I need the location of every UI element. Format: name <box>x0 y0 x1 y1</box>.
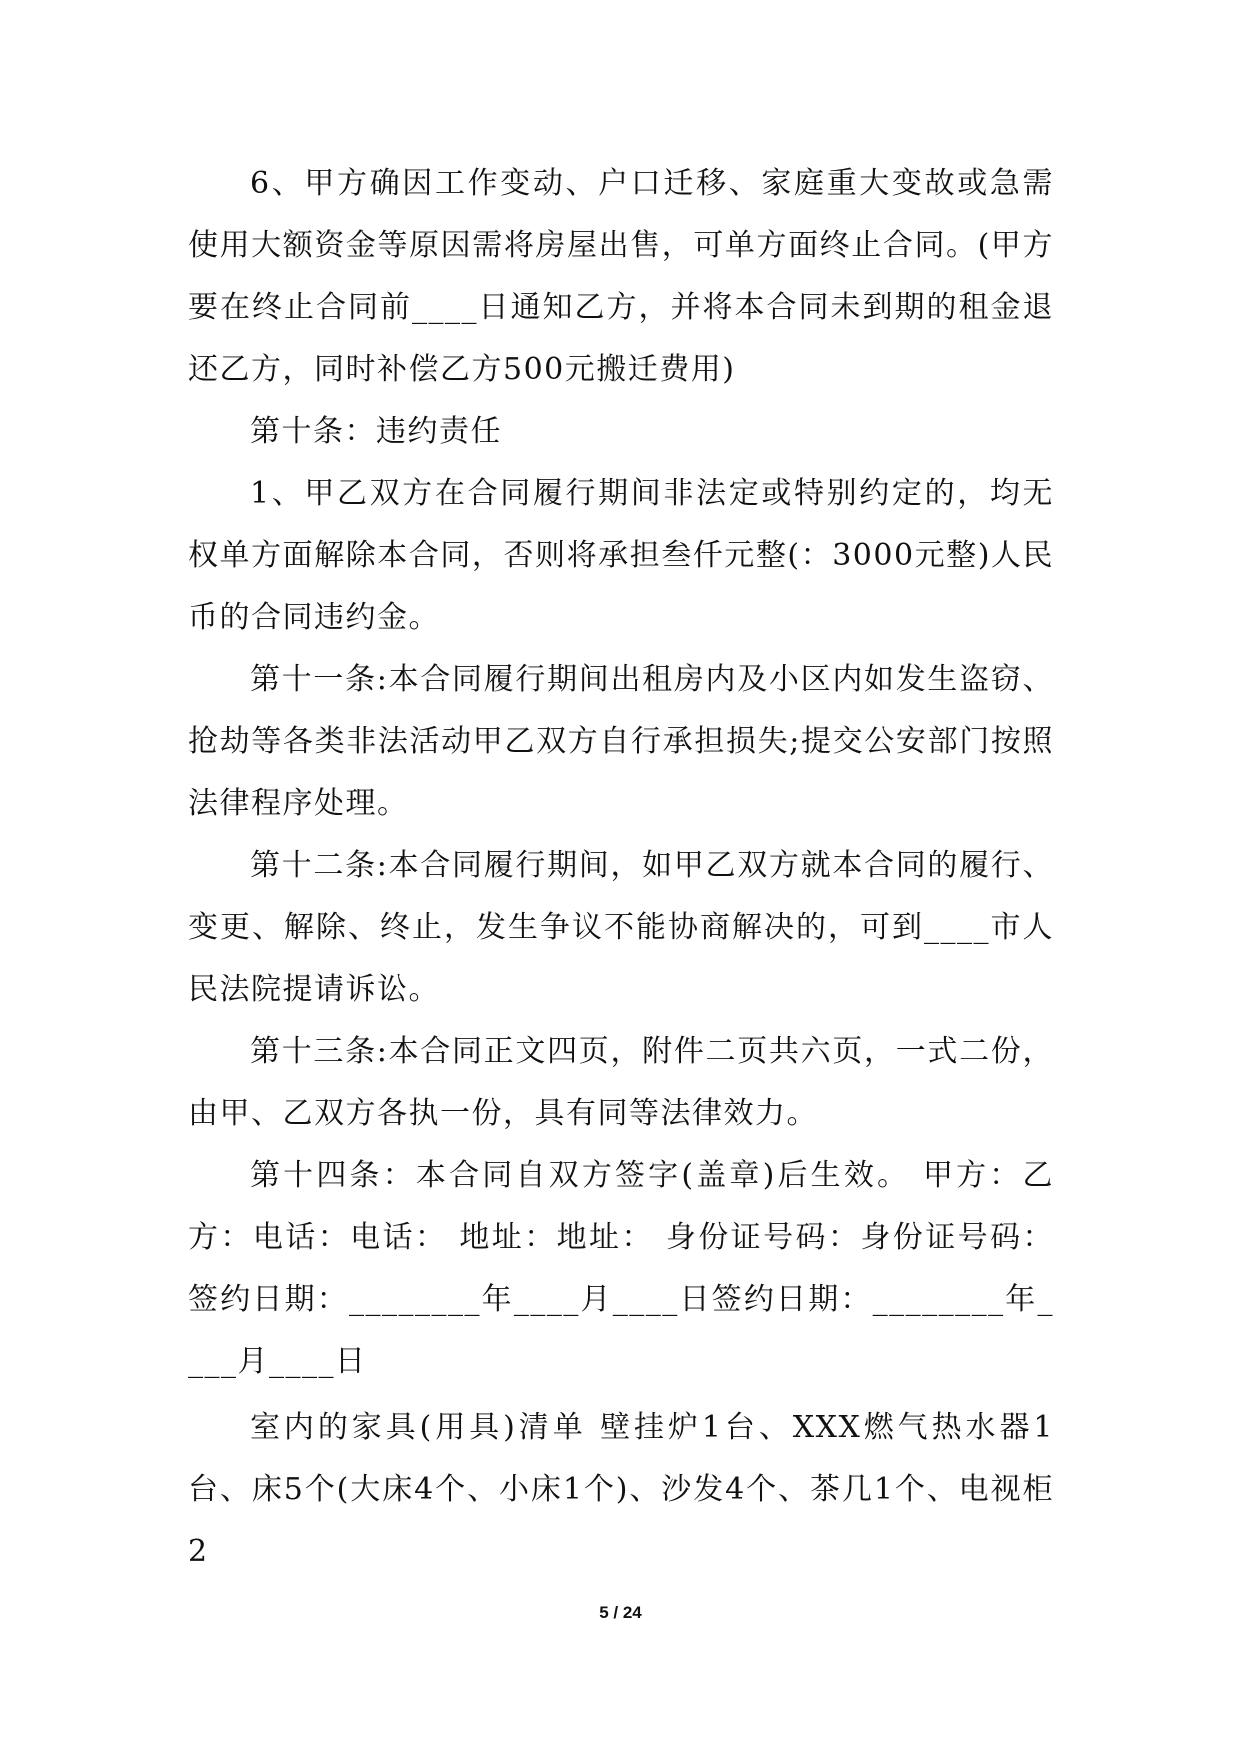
paragraph-article-11: 第十一条:本合同履行期间出租房内及小区内如发生盗窃、抢劫等各类非法活动甲乙双方自行承担损失;提交公安部门按照法律程序处理。 <box>188 662 1054 821</box>
paragraph-breach-liability: 1、甲乙双方在合同履行期间非法定或特别约定的，均无权单方面解除本合同，否则将承担叁仟元整(：3000元整)人民币的合同违约金。 <box>188 476 1054 635</box>
paragraph-furniture-list: 室内的家具(用具)清单 壁挂炉1台、XXX燃气热水器1台、床5个(大床4个、小床1个)、沙发4个、茶几1个、电视柜2 <box>188 1410 1054 1569</box>
paragraph-article-12: 第十二条:本合同履行期间，如甲乙双方就本合同的履行、变更、解除、终止，发生争议不能协商解决的，可到____市人民法院提请诉讼。 <box>188 848 1054 1007</box>
page-number: 5 / 24 <box>599 1603 642 1622</box>
paragraph-article-13: 第十三条:本合同正文四页，附件二页共六页，一式二份，由甲、乙双方各执一份，具有同等法律效力。 <box>188 1034 1054 1131</box>
document-body <box>188 153 1066 1583</box>
paragraph-clause-6: 6、甲方确因工作变动、户口迁移、家庭重大变故或急需使用大额资金等原因需将房屋出售，可单方面终止合同。(甲方要在终止合同前____日通知乙方，并将本合同未到期的租金退还乙方，同时补偿乙方500元搬迁费用) <box>188 166 1054 387</box>
heading-article-10: 第十条：违约责任 <box>250 414 502 449</box>
paragraph-article-14-signatures: 第十四条：本合同自双方签字(盖章)后生效。 甲方：乙方：电话：电话： 地址：地址： 身份证号码：身份证号码： 签约日期：________年____月____日签约日期：________年____月____日 <box>188 1158 1066 1379</box>
